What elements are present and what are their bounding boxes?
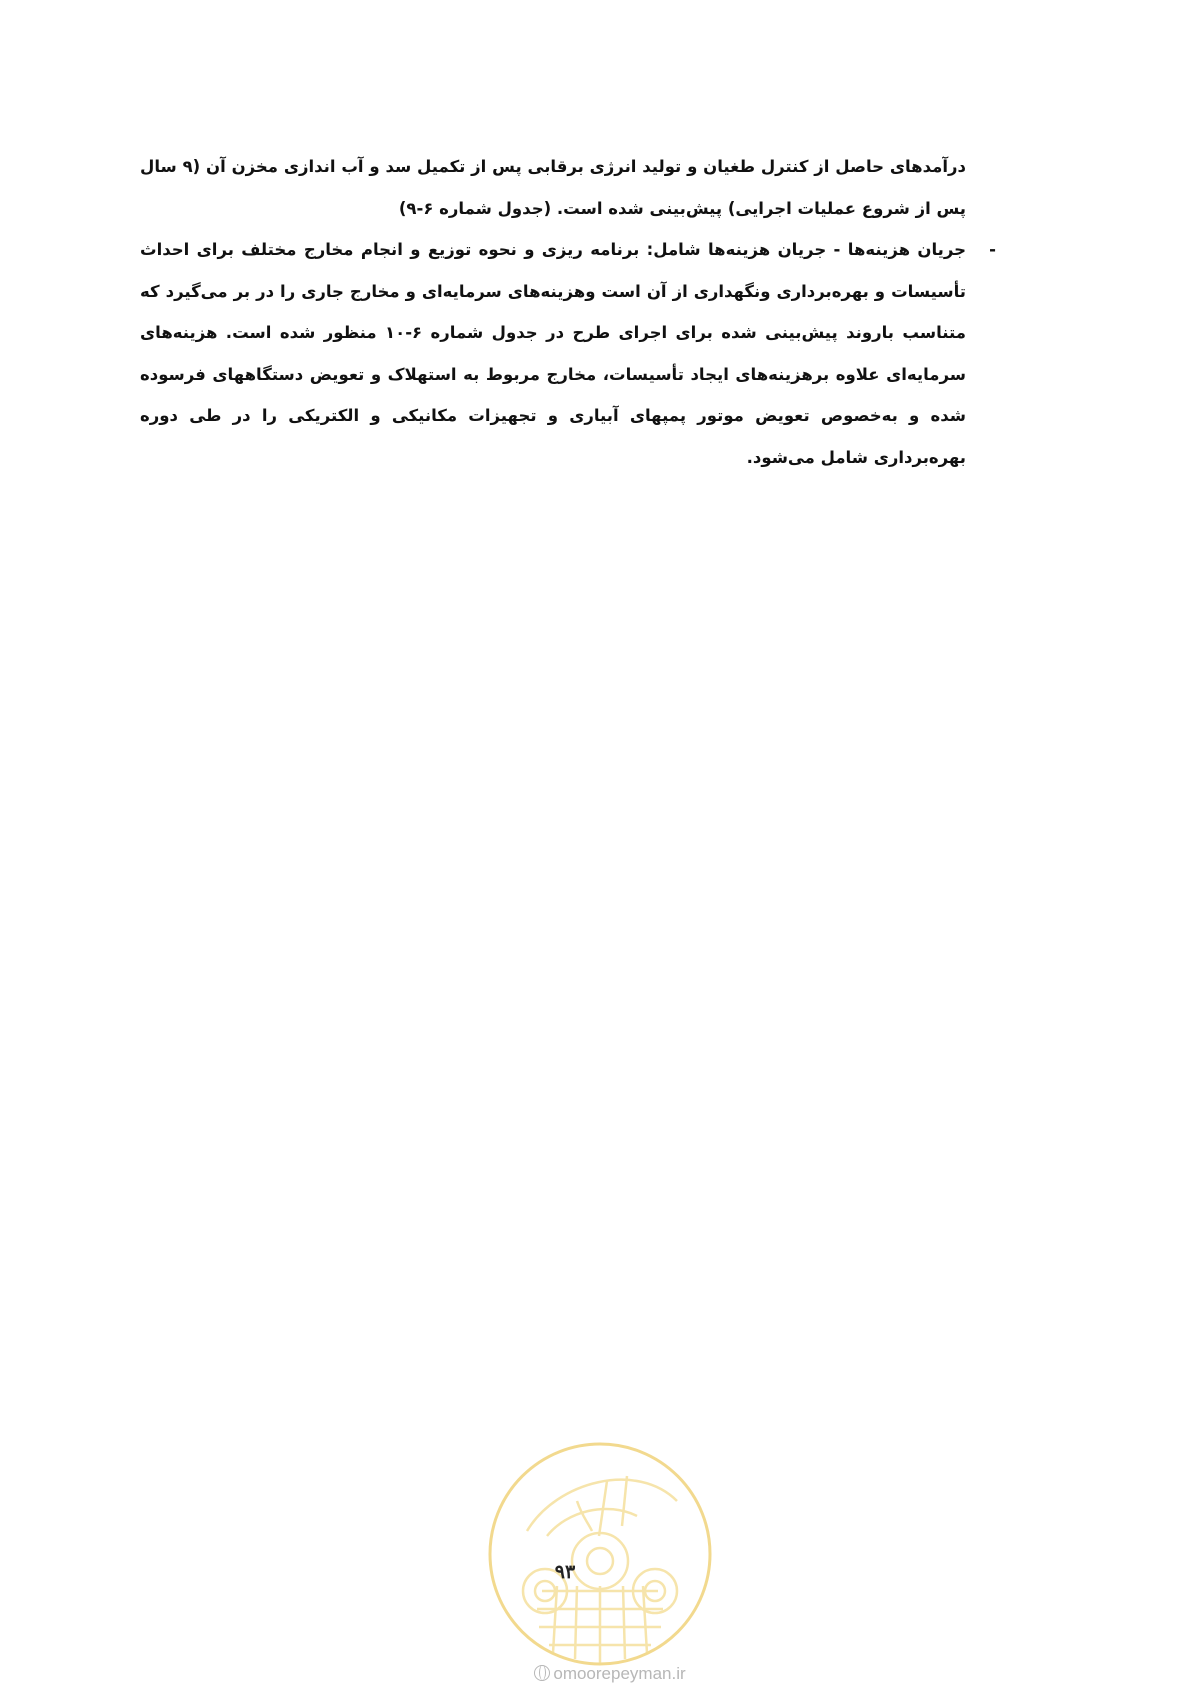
- paragraph-revenue: درآمدهای حاصل از کنترل طغیان و تولید انرژی برقابی پس از تکمیل سد و آب اندازی مخزن آن (۹ سال پس از شروع عملیات اجرایی) پیش‌بینی شده است. (جدول شماره ۶-۹): [140, 157, 966, 218]
- bullet-marker: -: [989, 240, 996, 259]
- paragraph-costs: [140, 229, 994, 478]
- watermark-logo-icon: [487, 1441, 713, 1667]
- page-number: ۹۳: [554, 1561, 576, 1583]
- watermark-url: [500, 1664, 720, 1684]
- body-text: [140, 146, 996, 478]
- watermark-url-text: omoorepeyman.ir: [553, 1664, 686, 1683]
- paragraph-costs-text: جریان هزینه‌ها - جریان هزینه‌ها شامل: برنامه ریزی و نحوه توزیع و انجام مخارج مختلف برای احداث تأسیسات و بهره‌برداری ونگهداری از آن است وهزینه‌های سرمایه‌ای و مخارج جاری را در بر می‌گیرد که متناسب باروند پیش‌بینی شده برای اجرای طرح در جدول شماره ۶-۱۰ منظور شده است. هزینه‌های سرمایه‌ای علاوه برهزینه‌های ایجاد تأسیسات، مخارج مربوط به استهلاک و تعویض دستگاههای فرسوده شده و به‌خصوص تعویض موتور پمپهای آبیاری و تجهیزات مکانیکی و الکتریکی را در طی دوره بهره‌برداری شامل می‌شود.: [140, 240, 966, 467]
- globe-icon: [534, 1665, 550, 1681]
